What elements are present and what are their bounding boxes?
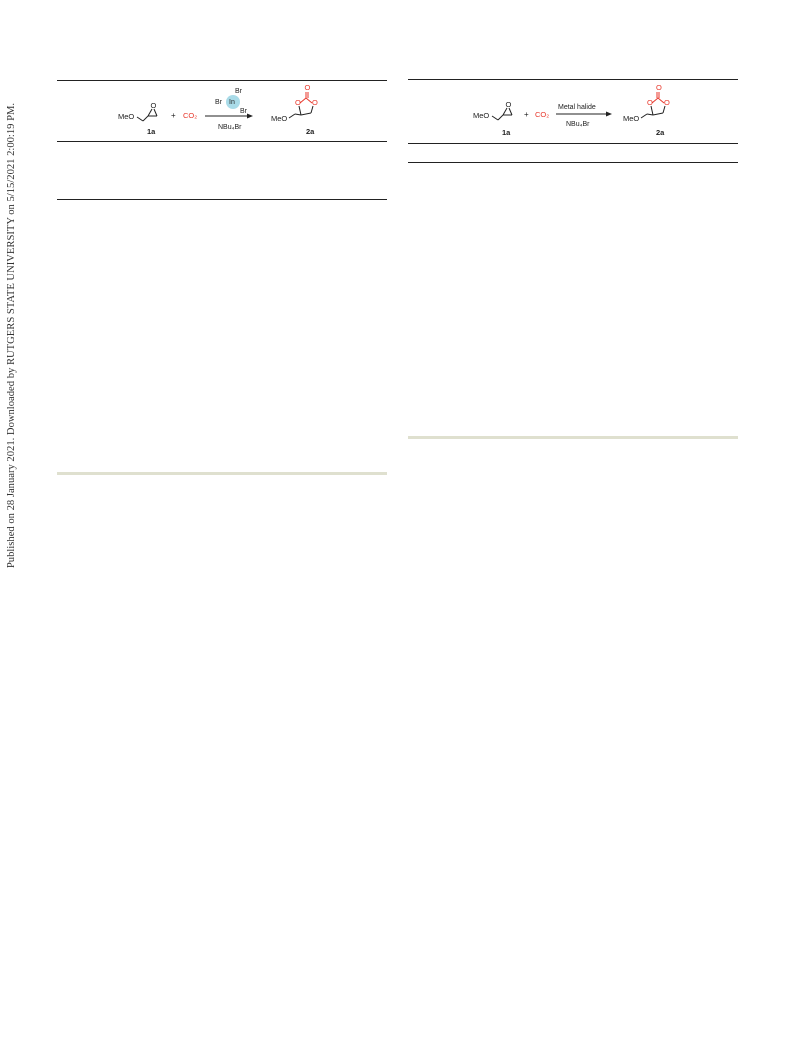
catalyst-br-top: Br [235,88,242,95]
right-reaction-scheme [408,81,738,143]
epoxide-reactant [492,108,512,120]
co2-label: CO₂ [183,111,198,120]
reactant-meo-label: MeO [118,112,135,121]
product-ring-o-left: O [647,98,653,107]
catalyst-label: Metal halide [558,104,596,111]
reactant-id-label: 1a [147,127,156,136]
reaction-arrow-head [606,112,612,117]
plus-sign: + [171,111,176,120]
product-ring-o-right: O [664,98,670,107]
reaction-arrow-head [247,114,253,119]
reactant-id-label: 1a [502,128,511,137]
left-reaction-scheme [57,82,387,142]
reactant-epoxide-o: O [505,100,512,109]
reactant-epoxide-o: O [150,101,157,110]
product-ring-o-left: O [295,98,301,107]
cocatalyst-label: NBu₄Br [566,121,590,128]
left-table-header-rule [57,141,387,142]
product-ring-o-right: O [312,98,318,107]
catalyst-br-right: Br [240,108,247,115]
right-table-column-rule [408,162,738,163]
right-table-header-rule [408,143,738,144]
right-table-footer-rule [408,436,738,439]
product-id-label: 2a [306,127,315,136]
right-table-top-rule [408,79,738,80]
co2-label: CO₂ [535,110,550,119]
left-table-footer-rule [57,472,387,475]
product-meo-label: MeO [623,114,640,123]
left-table-column-rule [57,199,387,200]
product-id-label: 2a [656,128,665,137]
product-carbonyl-o: O [304,83,311,92]
carbonate-product [289,92,313,118]
epoxide-reactant [137,109,157,121]
product-carbonyl-o: O [656,83,662,92]
left-table-top-rule [57,80,387,81]
catalyst-br-left: Br [215,99,222,106]
cocatalyst-label: NBu₄Br [218,124,242,131]
product-meo-label: MeO [271,114,288,123]
reactant-meo-label: MeO [473,111,490,120]
catalyst-metal: In [229,99,235,106]
plus-sign: + [524,110,529,119]
publication-side-note [3,30,21,640]
side-note-text: Published on 28 January 2021. Downloaded by RUTGERS STATE UNIVERSITY on 5/15/2021 2:00:19 PM. [6,102,18,568]
carbonate-product [641,92,665,118]
